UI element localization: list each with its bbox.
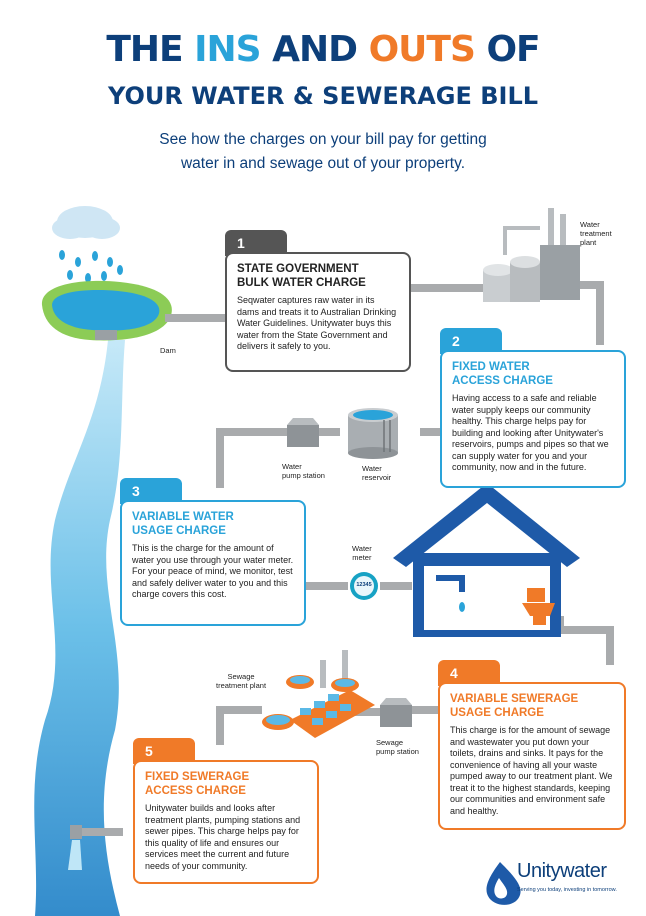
title-ins: INS: [194, 29, 261, 70]
title-and: AND: [272, 29, 358, 70]
unitywater-logo-text: Unitywater: [517, 860, 607, 882]
step-5-title-line1: FIXED SEWERAGE: [145, 771, 250, 783]
label-sewage-treatment-plant: [216, 672, 266, 690]
label-wm-line2: meter: [352, 553, 372, 562]
house-icon: [393, 483, 580, 637]
step-3-card: [120, 500, 306, 626]
water-pump-station-icon: [287, 418, 319, 447]
label-sewage-pump-station: [376, 738, 419, 756]
label-wtp-line1: Water: [580, 220, 600, 229]
step-1-title-line2: BULK WATER CHARGE: [237, 277, 366, 289]
unitywater-tagline: Serving you today, investing in tomorrow.: [517, 887, 617, 893]
label-water-meter: [352, 544, 372, 562]
dam-icon: [42, 281, 172, 341]
step-2-number: 2: [452, 333, 460, 349]
step-3-title: [132, 510, 294, 538]
sewage-pump-station-icon: [380, 698, 412, 727]
step-5-number: 5: [145, 743, 153, 759]
water-reservoir-icon: [348, 408, 398, 459]
step-1-number: 1: [237, 235, 245, 251]
step-2-title: [452, 360, 614, 388]
step-3-number: 3: [132, 483, 140, 499]
unitywater-logo-icon: [487, 862, 521, 905]
label-wtp-line3: plant: [580, 238, 597, 247]
step-4-number: 4: [450, 665, 458, 681]
step-4-title-line1: VARIABLE SEWERAGE: [450, 693, 579, 705]
step-1-card: [225, 252, 411, 372]
step-4-title-line2: USAGE CHARGE: [450, 707, 544, 719]
label-stp-line1: Sewage: [227, 672, 255, 681]
title-of: OF: [486, 29, 540, 70]
label-sps-line2: pump station: [376, 747, 419, 756]
step-1-body: Seqwater captures raw water in its dams and treats it to Australian Drinking Water Guidelines. Unitywater buys this water from the State Government and delivers it safely to you.: [237, 295, 397, 351]
step-3-title-line1: VARIABLE WATER: [132, 511, 234, 523]
water-treatment-plant-icon: [483, 208, 580, 302]
rain-icon: [59, 250, 123, 283]
sewage-treatment-plant-icon: [262, 650, 375, 738]
label-water-pump-station: [282, 462, 325, 480]
step-2-title-line1: FIXED WATER: [452, 361, 530, 373]
water-meter-reading: 12345: [356, 582, 372, 588]
step-3-title-line2: USAGE CHARGE: [132, 525, 226, 537]
subtitle-line2: water in and sewage out of your property.: [180, 155, 466, 172]
label-water-treatment-plant: [580, 220, 612, 247]
label-stp-line2: treatment plant: [216, 681, 267, 690]
step-5-body: Unitywater builds and looks after treatment plants, pumping stations and sewer pipes. This charge helps pay for this quality of life and ensures our services meet the current and future needs of your community.: [145, 803, 301, 871]
step-4-title: [450, 692, 614, 720]
label-wtp-line2: treatment: [580, 229, 612, 238]
label-wps-line1: Water: [282, 462, 302, 471]
step-2-card: [440, 350, 626, 488]
label-dam: Dam: [160, 346, 176, 355]
title-outs: OUTS: [368, 29, 475, 70]
step-1-title-line1: STATE GOVERNMENT: [237, 263, 359, 275]
step-4-body: This charge is for the amount of sewage and wastewater you put down your toilets, drains and sinks. It pays for the convenience of having all your waste pumped away to our treatment plant. We treat it to the highest standards, keeping our communities and environment safe and healthy.: [450, 725, 613, 816]
label-wm-line1: Water: [352, 544, 372, 553]
main-title-line2: YOUR WATER & SEWERAGE BILL: [107, 82, 539, 110]
step-2-body: Having access to a safe and reliable water supply keeps our community healthy. This charge helps pay for building and looking after Unitywater's reservoirs, pumps and pipes so that we can supply water for you and your community, now and in the future.: [452, 393, 609, 472]
subtitle-line1: See how the charges on your bill pay for getting: [159, 131, 487, 148]
step-5-card: [133, 760, 319, 884]
step-5-title-line2: ACCESS CHARGE: [145, 785, 246, 797]
step-2-title-line2: ACCESS CHARGE: [452, 375, 553, 387]
label-water-reservoir: [362, 464, 391, 482]
title-the: THE: [106, 29, 183, 70]
step-3-body: This is the charge for the amount of water you use through your water meter. For your peace of mind, we monitor, test and safely deliver water to you and this charge covers this cost.: [132, 543, 294, 599]
label-sps-line1: Sewage: [376, 738, 404, 747]
label-wr-line2: reservoir: [362, 473, 392, 482]
step-5-title: [145, 770, 307, 798]
cloud-icon: [52, 206, 120, 239]
label-wps-line2: pump station: [282, 471, 325, 480]
step-1-title: [237, 262, 399, 290]
label-wr-line1: Water: [362, 464, 382, 473]
step-4-card: [438, 682, 626, 830]
